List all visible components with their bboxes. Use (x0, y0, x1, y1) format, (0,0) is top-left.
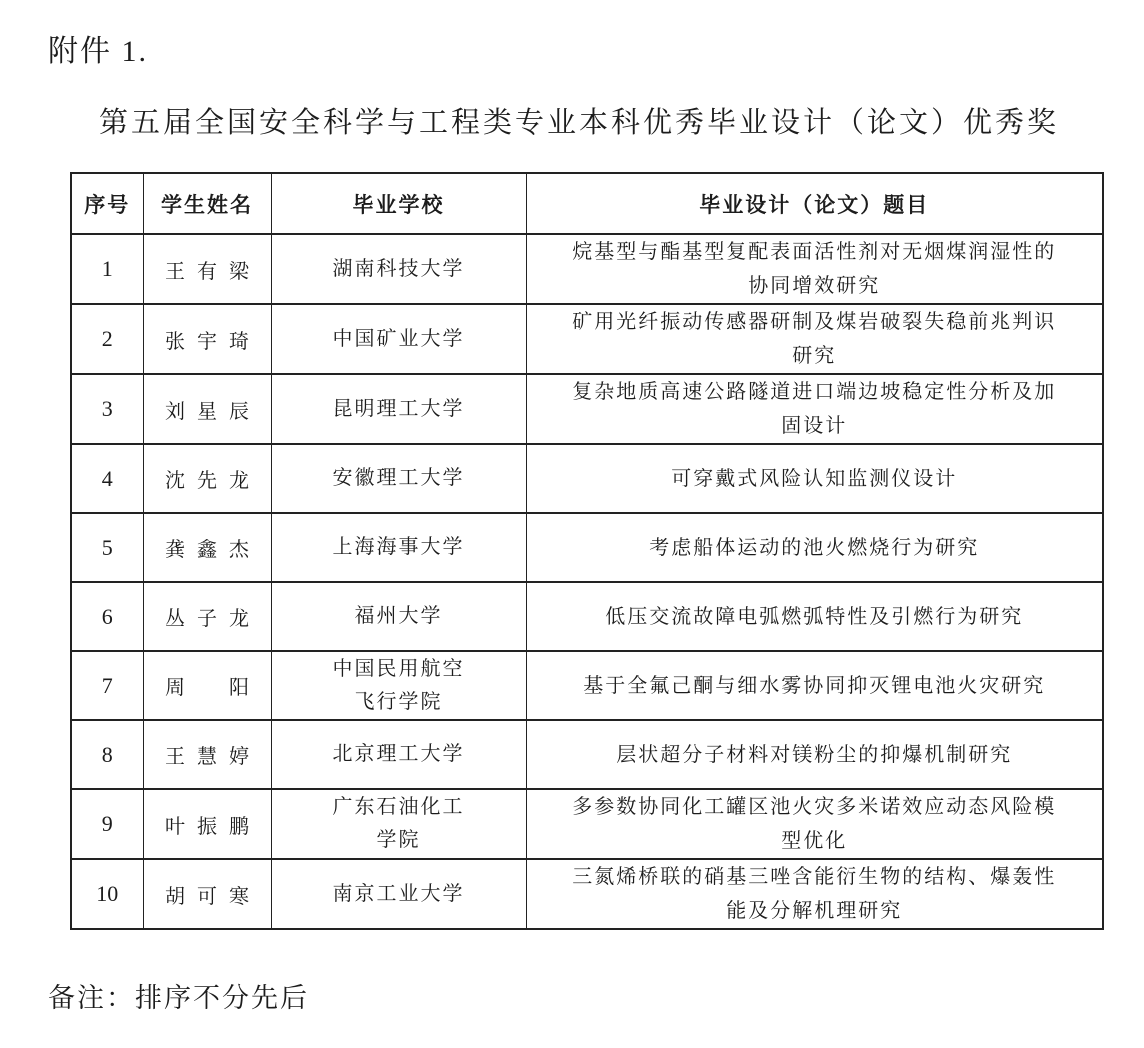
cell-serial-number: 5 (71, 513, 143, 582)
table-body (71, 234, 1103, 929)
cell-thesis-title: 可穿戴式风险认知监测仪设计 (526, 444, 1103, 513)
column-header-school: 毕业学校 (271, 173, 526, 234)
cell-school: 中国民用航空飞行学院 (271, 651, 526, 720)
cell-serial-number: 8 (71, 720, 143, 789)
cell-school: 昆明理工大学 (271, 374, 526, 444)
cell-student-name: 王有梁 (143, 234, 271, 304)
cell-thesis-title: 低压交流故障电弧燃弧特性及引燃行为研究 (526, 582, 1103, 651)
table-header (71, 173, 1103, 234)
cell-school: 南京工业大学 (271, 859, 526, 929)
cell-serial-number: 9 (71, 789, 143, 859)
cell-thesis-title: 多参数协同化工罐区池火灾多米诺效应动态风险模型优化 (526, 789, 1103, 859)
cell-thesis-title: 烷基型与酯基型复配表面活性剂对无烟煤润湿性的协同增效研究 (526, 234, 1103, 304)
table-row (71, 304, 1103, 374)
table-row (71, 374, 1103, 444)
cell-serial-number: 2 (71, 304, 143, 374)
note-text: 备注：排序不分先后 (48, 983, 309, 1013)
cell-thesis-title: 三氮烯桥联的硝基三唑含能衍生物的结构、爆轰性能及分解机理研究 (526, 859, 1103, 929)
cell-serial-number: 7 (71, 651, 143, 720)
cell-student-name: 王慧婷 (143, 720, 271, 789)
cell-serial-number: 4 (71, 444, 143, 513)
table-row (71, 582, 1103, 651)
cell-student-name: 周 阳 (143, 651, 271, 720)
cell-student-name: 胡可寒 (143, 859, 271, 929)
table-row (71, 444, 1103, 513)
cell-school: 广东石油化工学院 (271, 789, 526, 859)
cell-serial-number: 6 (71, 582, 143, 651)
table-row (71, 720, 1103, 789)
cell-student-name: 丛子龙 (143, 582, 271, 651)
table-row (71, 651, 1103, 720)
cell-school: 北京理工大学 (271, 720, 526, 789)
cell-thesis-title: 考虑船体运动的池火燃烧行为研究 (526, 513, 1103, 582)
cell-school: 安徽理工大学 (271, 444, 526, 513)
cell-school: 中国矿业大学 (271, 304, 526, 374)
table-row (71, 789, 1103, 859)
cell-student-name: 沈先龙 (143, 444, 271, 513)
cell-serial-number: 1 (71, 234, 143, 304)
table-row (71, 513, 1103, 582)
cell-school: 湖南科技大学 (271, 234, 526, 304)
cell-student-name: 刘星辰 (143, 374, 271, 444)
cell-student-name: 张宇琦 (143, 304, 271, 374)
document-title: 第五届全国安全科学与工程类专业本科优秀毕业设计（论文）优秀奖 (98, 107, 1059, 139)
column-header-title: 毕业设计（论文）题目 (526, 173, 1103, 234)
table-row (71, 859, 1103, 929)
cell-student-name: 叶振鹏 (143, 789, 271, 859)
attachment-label: 附件 1. (48, 35, 148, 68)
cell-student-name: 龚鑫杰 (143, 513, 271, 582)
column-header-name: 学生姓名 (143, 173, 271, 234)
table-row (71, 234, 1103, 304)
column-header-no: 序号 (71, 173, 143, 234)
cell-school: 福州大学 (271, 582, 526, 651)
cell-thesis-title: 复杂地质高速公路隧道进口端边坡稳定性分析及加固设计 (526, 374, 1103, 444)
cell-thesis-title: 基于全氟己酮与细水雾协同抑灭锂电池火灾研究 (526, 651, 1103, 720)
table-header-row (71, 173, 1103, 234)
cell-serial-number: 10 (71, 859, 143, 929)
cell-thesis-title: 矿用光纤振动传感器研制及煤岩破裂失稳前兆判识研究 (526, 304, 1103, 374)
cell-serial-number: 3 (71, 374, 143, 444)
award-table (70, 172, 1104, 930)
cell-thesis-title: 层状超分子材料对镁粉尘的抑爆机制研究 (526, 720, 1103, 789)
cell-school: 上海海事大学 (271, 513, 526, 582)
